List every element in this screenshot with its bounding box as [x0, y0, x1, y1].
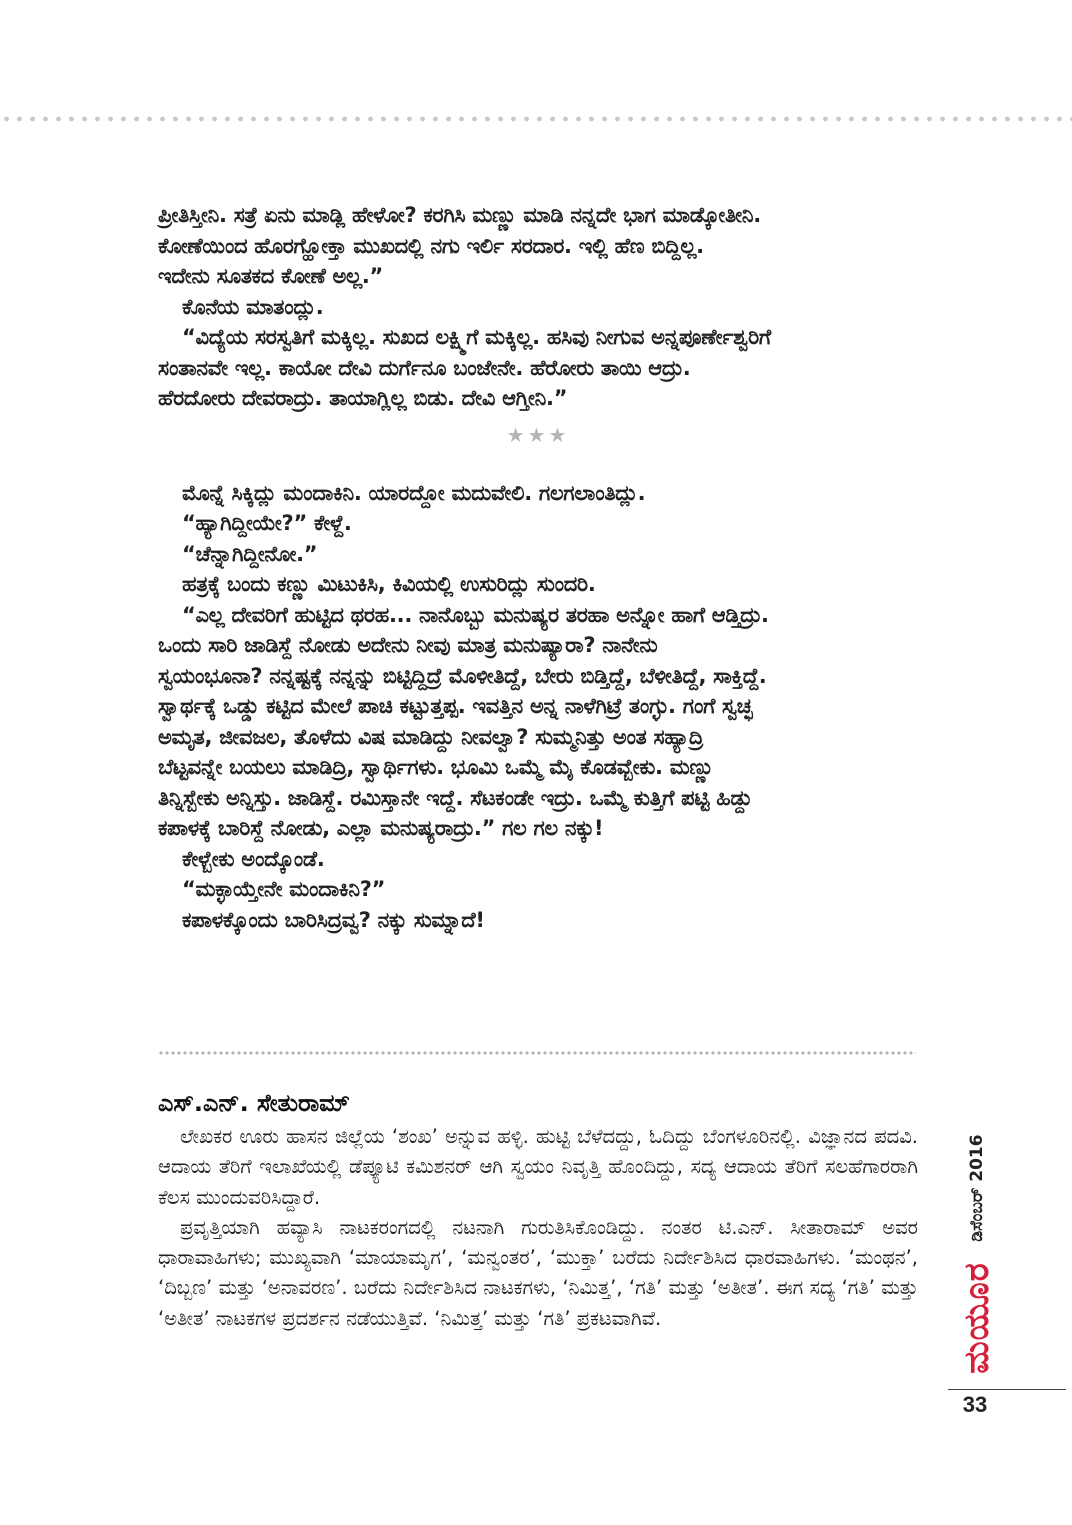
story-line: ಸ್ವಾರ್ಥಕ್ಕೆ ಒಡ್ಡು ಕಟ್ಟಿದ ಮೇಲೆ ಪಾಚಿ ಕಟ್ಟುತ್ತಪ್ಪ. ಇವತ್ತಿನ ಅನ್ನ ನಾಳೆಗಿಟ್ರೆ ತಂಗ್ಳು. ಗಂಗೆ ಸ್ವಚ್ಛ — [158, 694, 753, 718]
page-number: 33 — [962, 1392, 988, 1417]
page-number-rule — [948, 1389, 1066, 1390]
story-line: ಮೊನ್ನೆ ಸಿಕ್ಕಿದ್ಲು ಮಂದಾಕಿನಿ. ಯಾರದ್ದೋ ಮದುವೇಲಿ. ಗಲಗಲಾಂತಿದ್ಲು. — [182, 480, 646, 505]
story-line: ಕಪಾಳಕ್ಕೊಂದು ಬಾರಿಸಿದ್ರವ್ವ? ನಕ್ಕು ಸುಮ್ನಾದೆ! — [182, 907, 485, 932]
story-line: ಕಪಾಳಕ್ಕೆ ಬಾರಿಸ್ದೆ ನೋಡು, ಎಲ್ಲಾ ಮನುಷ್ಯರಾದ್ರು.” ಗಲ ಗಲ ನಕ್ಕು! — [158, 816, 604, 840]
story-line: ಕೊನೆಯ ಮಾತಂದ್ಲು. — [182, 294, 324, 319]
story-line: ಕೇಳ್ಬೇಕು ಅಂದ್ಕೊಂಡೆ. — [182, 846, 325, 871]
story-line: “ವಿದ್ಯೆಯ ಸರಸ್ವತಿಗೆ ಮಕ್ಕಿಲ್ಲ. ಸುಖದ ಲಕ್ಷ್ಮಿಗೆ ಮಕ್ಕಿಲ್ಲ. ಹಸಿವು ನೀಗುವ ಅನ್ನಪೂರ್ಣೇಶ್ವರಿಗೆ — [182, 325, 771, 349]
story-line: ಅಮೃತ, ಜೀವಜಲ, ತೊಳೆದು ವಿಷ ಮಾಡಿದ್ದು ನೀವಲ್ವಾ? ಸುಮ್ಮನಿತ್ತು ಅಂತ ಸಹ್ಯಾದ್ರಿ — [158, 724, 704, 749]
bio-text: ಲೇಖಕರ ಊರು ಹಾಸನ ಜಿಲ್ಲೆಯ ‘ಶಂಖ’ ಅನ್ನುವ ಹಳ್ಳಿ. ಹುಟ್ಟಿ ಬೆಳೆದದ್ದು, ಓದಿದ್ದು ಬೆಂಗಳೂರಿನಲ್ಲಿ. ವಿಜ್ಞಾನದ ಪದವಿ. ಆದಾಯ ತೆರಿಗೆ ಇಲಾಖೆಯಲ್ಲಿ ಡೆಪ್ಯೂಟಿ ಕಮಿಶನರ್ ಆಗಿ ಸ್ವಯಂ ನಿವೃತ್ತಿ ಹೊಂದಿದ್ದು, ಸದ್ಯ ಆದಾಯ ತೆರಿಗೆ ಸಲಹೆಗಾರರಾಗಿ ಕೆಲಸ ಮುಂದುವರಿಸಿದ್ದಾರೆ. — [158, 1125, 918, 1209]
section-divider-stars: ★★★ — [506, 422, 570, 447]
story-line: ಹತ್ರಕ್ಕೆ ಬಂದು ಕಣ್ಣು ಮಿಟುಕಿಸಿ, ಕಿವಿಯಲ್ಲಿ ಉಸುರಿದ್ಲು ಸುಂದರಿ. — [182, 572, 596, 596]
bio-paragraph — [158, 1213, 918, 1334]
story-line: ಸ್ವಯಂಭೂನಾ? ನನ್ನಷ್ಟಕ್ಕೆ ನನ್ನನ್ನು ಬಿಟ್ಟಿದ್ದಿದ್ರೆ ಮೊಳೀತಿದ್ದೆ, ಬೇರು ಬಿಡ್ತಿದ್ದೆ, ಬೆಳೀತಿದ್ದೆ, ಸಾಕ್ತಿದ್ದೆ. — [158, 663, 767, 688]
story-line: ಕೋಣೆಯಿಂದ ಹೊರಗ್ಹೋಕ್ತಾ ಮುಖದಲ್ಲಿ ನಗು ಇರ್ಲಿ ಸರದಾರ. ಇಲ್ಲಿ ಹೆಣ ಬಿದ್ದಿಲ್ಲ. — [158, 233, 704, 258]
top-dotted-rule — [0, 114, 1072, 124]
story-line: “ಚೆನ್ನಾಗಿದ್ದೀನೋ.” — [182, 541, 318, 566]
section-separator — [158, 1050, 916, 1056]
story-line: ಬೆಟ್ಟವನ್ನೇ ಬಯಲು ಮಾಡಿದ್ರಿ, ಸ್ವಾರ್ಥಿಗಳು. ಭೂಮಿ ಒಮ್ಮೆ ಮೈ ಕೊಡವ್ಬೇಕು. ಮಣ್ಣು — [158, 755, 714, 779]
bio-paragraph — [158, 1122, 918, 1213]
author-bio — [158, 1086, 918, 1334]
story-line: ಇದೇನು ಸೂತಕದ ಕೋಣೆ ಅಲ್ಲ.” — [158, 264, 384, 288]
story-line: ತಿನ್ನಿಸ್ಬೇಕು ಅನ್ನಿಸ್ತು. ಜಾಡಿಸ್ದೆ. ರಮಿಸ್ತಾನೇ ಇದ್ದೆ. ಸೆಟಕಂಡೇ ಇದ್ರು. ಒಮ್ಮೆ ಕುತ್ತಿಗೆ ಪಟ್ಟಿ ಹಿಡ್ದು — [158, 785, 753, 810]
issue-date: ಡಿಸೆಂಬರ್ 2016 — [967, 1134, 987, 1242]
story-line: ಪ್ರೀತಿಸ್ತೀನಿ. ಸತ್ರೆ ಏನು ಮಾಡ್ಲಿ ಹೇಳೋ? ಕರಗಿಸಿ ಮಣ್ಣು ಮಾಡಿ ನನ್ನದೇ ಭಾಗ ಮಾಡ್ಕೋತೀನಿ. — [158, 203, 761, 227]
story-line: ಒಂದು ಸಾರಿ ಜಾಡಿಸ್ದೆ ನೋಡು ಅದೇನು ನೀವು ಮಾತ್ರ ಮನುಷ್ಯಾರಾ? ನಾನೇನು — [158, 633, 658, 657]
story-line: “ಮಕ್ಳಾಯ್ತೇನೇ ಮಂದಾಕಿನಿ?” — [182, 877, 386, 901]
magazine-logo: ಮಯೂರ — [957, 1262, 997, 1374]
story-line: ಹೆರದೋರು ದೇವರಾದ್ರು. ತಾಯಾಗ್ಲಿಲ್ಲ ಬಿಡು. ದೇವಿ ಆಗ್ತೀನಿ.” — [158, 386, 568, 410]
story-line: “ಎಲ್ಲ ದೇವರಿಗೆ ಹುಟ್ಟಿದ ಥರಹ... ನಾನೊಬ್ಬು ಮನುಷ್ಯರ ತರಹಾ ಅನ್ನೋ ಹಾಗೆ ಆಡ್ತಿದ್ರು. — [182, 602, 769, 627]
story-line: ಸಂತಾನವೇ ಇಲ್ಲ. ಕಾಯೋ ದೇವಿ ದುರ್ಗೆನೂ ಬಂಜೇನೇ. ಹೆರೋರು ತಾಯಿ ಆದ್ರು. — [158, 355, 691, 380]
bio-text: ಪ್ರವೃತ್ತಿಯಾಗಿ ಹವ್ಯಾಸಿ ನಾಟಕರಂಗದಲ್ಲಿ ನಟನಾಗಿ ಗುರುತಿಸಿಕೊಂಡಿದ್ದು. ನಂತರ ಟಿ.ಎನ್. ಸೀತಾರಾಮ್ ಅವರ ಧಾರಾವಾಹಿಗಳು; ಮುಖ್ಯವಾಗಿ ‘ಮಾಯಾಮೃಗ’, ‘ಮನ್ವಂತರ’, ‘ಮುಕ್ತಾ’ ಬರೆದು ನಿರ್ದೇಶಿಸಿದ ಧಾರವಾಹಿಗಳು. ‘ಮಂಥನ’, ‘ದಿಬ್ಬಣ’ ಮತ್ತು ‘ಅನಾವರಣ’. ಬರೆದು ನಿರ್ದೇಶಿಸಿದ ನಾಟಕಗಳು, ‘ನಿಮಿತ್ತ’, ‘ಗತಿ’ ಮತ್ತು ‘ಅತೀತ’. ಈಗ ಸದ್ಯ ‘ಗತಿ’ ಮತ್ತು ‘ಅತೀತ’ ನಾಟಕಗಳ ಪ್ರದರ್ಶನ ನಡೆಯುತ್ತಿವೆ. ‘ನಿಮಿತ್ತ’ ಮತ್ತು ‘ಗತಿ’ ಪ್ರಕಟವಾಗಿವೆ. — [158, 1215, 918, 1330]
author-name: ಎಸ್.ಎನ್. ಸೇತುರಾಮ್ — [158, 1089, 350, 1117]
story-line: “ಹ್ಯಾಗಿದ್ದೀಯೇ?” ಕೇಳ್ದೆ. — [182, 511, 352, 535]
story-text — [158, 200, 918, 935]
